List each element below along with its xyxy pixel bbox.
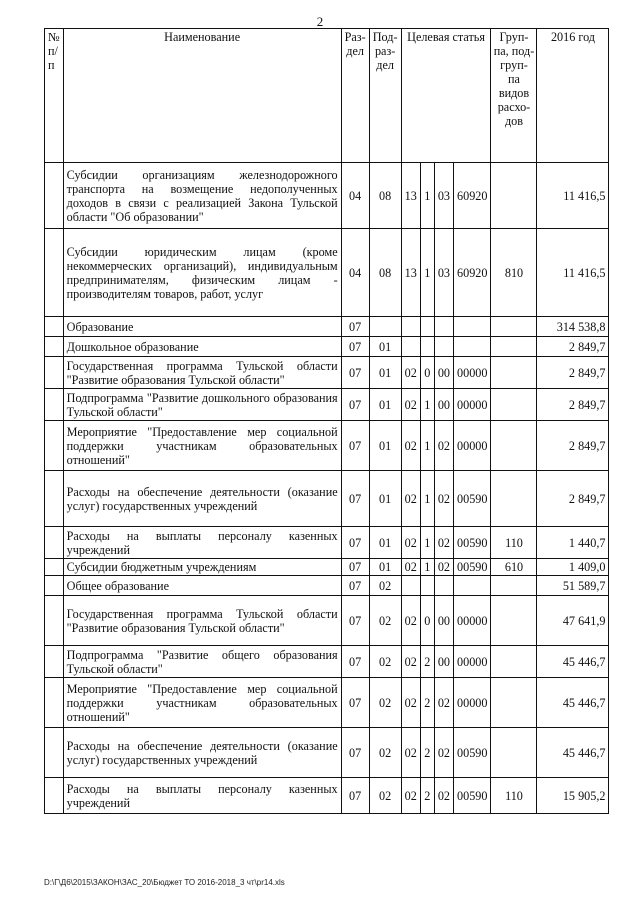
cell-sum: 45 446,7 <box>537 728 609 778</box>
cell-num <box>45 337 64 357</box>
cell-vid <box>491 357 537 389</box>
cell-t4: 00590 <box>454 527 491 559</box>
cell-vid <box>491 728 537 778</box>
cell-name: Подпрограмма "Развитие общего образования Тульской области" <box>63 646 341 678</box>
cell-vid <box>491 389 537 421</box>
cell-num <box>45 596 64 646</box>
cell-podrazdel: 01 <box>369 389 401 421</box>
cell-t1: 02 <box>401 646 420 678</box>
cell-t3 <box>434 576 453 596</box>
cell-t2: 2 <box>420 728 434 778</box>
cell-num <box>45 471 64 527</box>
cell-t2: 1 <box>420 389 434 421</box>
cell-num <box>45 778 64 814</box>
cell-num <box>45 317 64 337</box>
cell-podrazdel: 02 <box>369 678 401 728</box>
cell-sum: 2 849,7 <box>537 357 609 389</box>
cell-razdel: 07 <box>341 421 369 471</box>
cell-t1: 02 <box>401 678 420 728</box>
cell-t3: 02 <box>434 527 453 559</box>
table-body <box>45 163 609 814</box>
cell-t4: 00000 <box>454 357 491 389</box>
table-row <box>45 646 609 678</box>
cell-podrazdel: 02 <box>369 646 401 678</box>
table-row <box>45 163 609 229</box>
cell-t4: 00590 <box>454 778 491 814</box>
cell-sum: 1 409,0 <box>537 559 609 576</box>
cell-sum: 2 849,7 <box>537 471 609 527</box>
cell-vid <box>491 421 537 471</box>
cell-vid <box>491 317 537 337</box>
budget-table <box>44 28 609 814</box>
cell-t4: 00590 <box>454 471 491 527</box>
cell-t2: 0 <box>420 596 434 646</box>
cell-t4: 00590 <box>454 559 491 576</box>
cell-name: Субсидии бюджетным учреждениям <box>63 559 341 576</box>
cell-t1 <box>401 317 420 337</box>
cell-vid <box>491 337 537 357</box>
cell-sum: 1 440,7 <box>537 527 609 559</box>
cell-vid <box>491 163 537 229</box>
header-target: Целевая статья <box>401 29 491 163</box>
cell-podrazdel: 02 <box>369 596 401 646</box>
cell-t3: 00 <box>434 357 453 389</box>
cell-t1 <box>401 576 420 596</box>
table-row <box>45 229 609 317</box>
cell-t4: 60920 <box>454 163 491 229</box>
cell-sum: 11 416,5 <box>537 163 609 229</box>
cell-t2 <box>420 337 434 357</box>
cell-sum: 2 849,7 <box>537 337 609 357</box>
cell-t2: 2 <box>420 678 434 728</box>
cell-name: Дошкольное образование <box>63 337 341 357</box>
cell-vid: 110 <box>491 527 537 559</box>
cell-razdel: 07 <box>341 596 369 646</box>
cell-vid <box>491 678 537 728</box>
page-number: 2 <box>316 14 324 29</box>
cell-t1 <box>401 337 420 357</box>
cell-t2: 2 <box>420 778 434 814</box>
cell-t3: 02 <box>434 421 453 471</box>
cell-podrazdel: 01 <box>369 559 401 576</box>
cell-podrazdel: 08 <box>369 229 401 317</box>
cell-num <box>45 728 64 778</box>
cell-sum: 45 446,7 <box>537 678 609 728</box>
cell-name: Расходы на выплаты персоналу казенных учреждений <box>63 778 341 814</box>
cell-t2: 1 <box>420 163 434 229</box>
cell-podrazdel: 08 <box>369 163 401 229</box>
header-name: Наименование <box>63 29 341 163</box>
table-row <box>45 678 609 728</box>
cell-name: Мероприятие "Предоставление мер социальной поддержки участникам образовательных отношений" <box>63 678 341 728</box>
cell-t4: 00000 <box>454 596 491 646</box>
cell-name: Образование <box>63 317 341 337</box>
cell-razdel: 07 <box>341 678 369 728</box>
cell-t1: 13 <box>401 163 420 229</box>
cell-t3 <box>434 317 453 337</box>
cell-name: Субсидии организациям железнодорожного транспорта на возмещение недополученных доходов в связи с реализацией Закона Тульской области "Об образовании" <box>63 163 341 229</box>
cell-podrazdel <box>369 317 401 337</box>
cell-t1: 02 <box>401 527 420 559</box>
cell-vid: 610 <box>491 559 537 576</box>
cell-vid <box>491 471 537 527</box>
header-row <box>45 29 609 163</box>
cell-num <box>45 229 64 317</box>
cell-razdel: 07 <box>341 317 369 337</box>
cell-t3: 00 <box>434 389 453 421</box>
cell-t1: 02 <box>401 728 420 778</box>
cell-num <box>45 646 64 678</box>
cell-num <box>45 527 64 559</box>
cell-name: Подпрограмма "Развитие дошкольного образования Тульской области" <box>63 389 341 421</box>
cell-name: Общее образование <box>63 576 341 596</box>
cell-t2: 1 <box>420 229 434 317</box>
cell-sum: 2 849,7 <box>537 389 609 421</box>
cell-name: Расходы на обеспечение деятельности (оказание услуг) государственных учреждений <box>63 471 341 527</box>
cell-podrazdel: 02 <box>369 728 401 778</box>
cell-num <box>45 357 64 389</box>
header-num: № п/ п <box>45 29 64 163</box>
cell-name: Мероприятие "Предоставление мер социальной поддержки участникам образовательных отношений" <box>63 421 341 471</box>
cell-num <box>45 678 64 728</box>
table-row <box>45 527 609 559</box>
cell-razdel: 04 <box>341 229 369 317</box>
cell-vid: 110 <box>491 778 537 814</box>
cell-vid: 810 <box>491 229 537 317</box>
table-row <box>45 778 609 814</box>
cell-t1: 02 <box>401 471 420 527</box>
cell-razdel: 07 <box>341 778 369 814</box>
cell-t3: 03 <box>434 229 453 317</box>
cell-t2: 1 <box>420 471 434 527</box>
cell-razdel: 07 <box>341 337 369 357</box>
cell-razdel: 07 <box>341 389 369 421</box>
cell-sum: 314 538,8 <box>537 317 609 337</box>
cell-t3: 02 <box>434 678 453 728</box>
cell-t4: 00000 <box>454 421 491 471</box>
cell-t4: 00000 <box>454 646 491 678</box>
cell-t3: 00 <box>434 596 453 646</box>
cell-razdel: 07 <box>341 728 369 778</box>
cell-t4: 00000 <box>454 389 491 421</box>
header-year: 2016 год <box>537 29 609 163</box>
cell-t2: 1 <box>420 421 434 471</box>
header-razdel: Раз- дел <box>341 29 369 163</box>
table-row <box>45 357 609 389</box>
cell-razdel: 07 <box>341 576 369 596</box>
header-vid: Груп- па, под- груп- па видов расхо- дов <box>491 29 537 163</box>
cell-num <box>45 421 64 471</box>
file-path-footer: D:\Г\Д6\2015\ЗАКОН\ЗАС_20\Бюджет ТО 2016-2018_3 чт\pr14.xls <box>44 878 285 887</box>
cell-podrazdel: 02 <box>369 778 401 814</box>
cell-t2: 0 <box>420 357 434 389</box>
table-row <box>45 317 609 337</box>
cell-t2: 1 <box>420 527 434 559</box>
cell-t1: 13 <box>401 229 420 317</box>
cell-t4: 00590 <box>454 728 491 778</box>
cell-razdel: 07 <box>341 357 369 389</box>
cell-podrazdel: 01 <box>369 471 401 527</box>
cell-t2 <box>420 317 434 337</box>
cell-razdel: 07 <box>341 471 369 527</box>
table-row <box>45 576 609 596</box>
cell-podrazdel: 01 <box>369 421 401 471</box>
cell-t3: 02 <box>434 471 453 527</box>
cell-vid <box>491 646 537 678</box>
header-podrazdel: Под- раз- дел <box>369 29 401 163</box>
cell-name: Государственная программа Тульской области "Развитие образования Тульской области" <box>63 357 341 389</box>
cell-podrazdel: 01 <box>369 337 401 357</box>
cell-vid <box>491 576 537 596</box>
cell-num <box>45 389 64 421</box>
cell-t2: 2 <box>420 646 434 678</box>
cell-t3 <box>434 337 453 357</box>
table-row <box>45 728 609 778</box>
cell-t3: 02 <box>434 728 453 778</box>
cell-t1: 02 <box>401 357 420 389</box>
cell-num <box>45 163 64 229</box>
cell-t2: 1 <box>420 559 434 576</box>
cell-name: Государственная программа Тульской области "Развитие образования Тульской области" <box>63 596 341 646</box>
table-row <box>45 337 609 357</box>
cell-t1: 02 <box>401 778 420 814</box>
cell-razdel: 07 <box>341 646 369 678</box>
cell-name: Субсидии юридическим лицам (кроме некоммерческих организаций), индивидуальным предпринимателям, физическим лицам - производителям товаров, работ, услуг <box>63 229 341 317</box>
table-row <box>45 471 609 527</box>
cell-name: Расходы на обеспечение деятельности (оказание услуг) государственных учреждений <box>63 728 341 778</box>
cell-sum: 51 589,7 <box>537 576 609 596</box>
cell-razdel: 07 <box>341 527 369 559</box>
cell-t4 <box>454 317 491 337</box>
cell-sum: 45 446,7 <box>537 646 609 678</box>
table-row <box>45 421 609 471</box>
cell-t1: 02 <box>401 421 420 471</box>
cell-t3: 02 <box>434 559 453 576</box>
cell-podrazdel: 01 <box>369 527 401 559</box>
table-row <box>45 559 609 576</box>
cell-t4 <box>454 576 491 596</box>
cell-t3: 03 <box>434 163 453 229</box>
cell-t4 <box>454 337 491 357</box>
cell-t4: 60920 <box>454 229 491 317</box>
cell-t3: 00 <box>434 646 453 678</box>
cell-razdel: 07 <box>341 559 369 576</box>
cell-num <box>45 576 64 596</box>
cell-sum: 11 416,5 <box>537 229 609 317</box>
table-row <box>45 389 609 421</box>
cell-t1: 02 <box>401 389 420 421</box>
cell-t3: 02 <box>434 778 453 814</box>
cell-name: Расходы на выплаты персоналу казенных учреждений <box>63 527 341 559</box>
cell-razdel: 04 <box>341 163 369 229</box>
cell-podrazdel: 02 <box>369 576 401 596</box>
cell-podrazdel: 01 <box>369 357 401 389</box>
cell-t1: 02 <box>401 596 420 646</box>
cell-sum: 2 849,7 <box>537 421 609 471</box>
cell-t4: 00000 <box>454 678 491 728</box>
cell-t2 <box>420 576 434 596</box>
cell-sum: 15 905,2 <box>537 778 609 814</box>
cell-vid <box>491 596 537 646</box>
cell-t1: 02 <box>401 559 420 576</box>
table-row <box>45 596 609 646</box>
cell-sum: 47 641,9 <box>537 596 609 646</box>
cell-num <box>45 559 64 576</box>
